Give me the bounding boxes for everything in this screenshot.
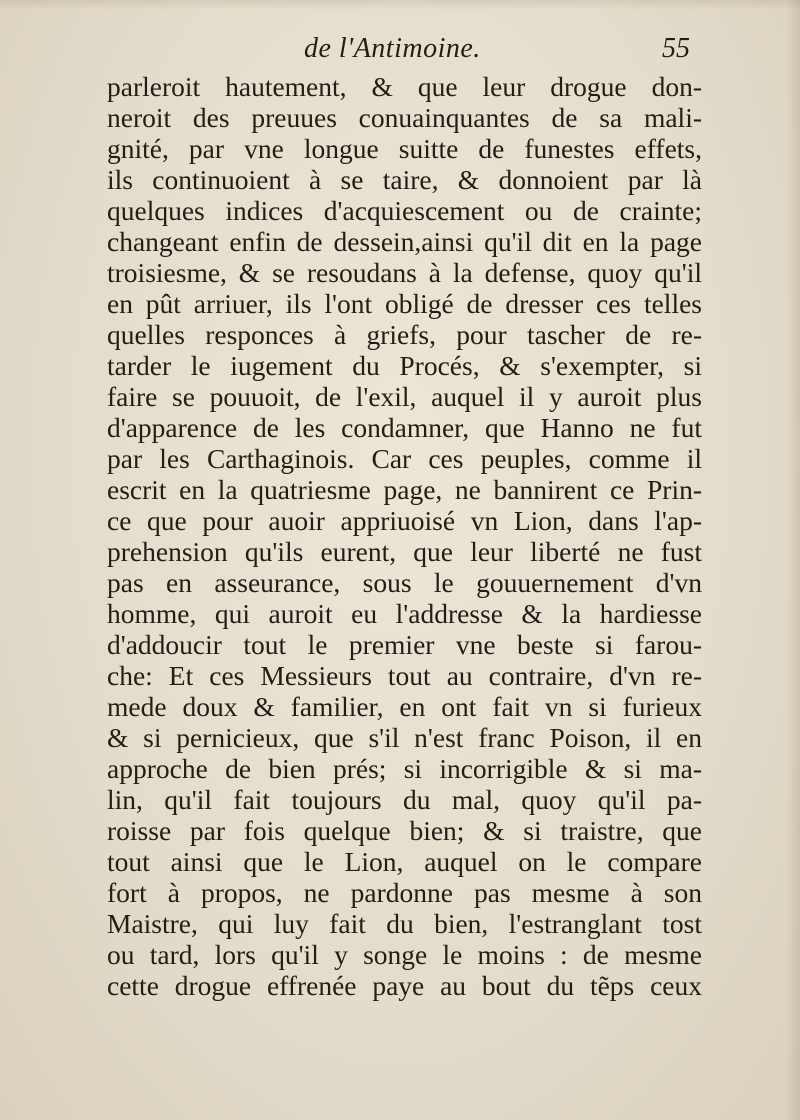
text-line: che: Et ces Messieurs tout au contraire, d'vn re- [107, 660, 702, 691]
text-line: homme, qui auroit eu l'addresse & la hardiesse [107, 598, 702, 629]
text-line: ou tard, lors qu'il y songe le moins : de mesme [107, 939, 702, 970]
text-line: neroit des preuues conuainquantes de sa mali- [107, 102, 702, 133]
page-top-shadow [0, 0, 800, 10]
running-title: de l'Antimoine. [304, 33, 481, 64]
text-line: d'addoucir tout le premier vne beste si farou- [107, 629, 702, 660]
text-line: faire se pouuoit, de l'exil, auquel il y auroit plus [107, 381, 702, 412]
text-line: gnité, par vne longue suitte de funestes effets, [107, 133, 702, 164]
text-line: approche de bien prés; si incorrigible & si ma- [107, 753, 702, 784]
text-line: changeant enfin de dessein,ainsi qu'il dit en la page [107, 226, 702, 257]
text-line: escrit en la quatriesme page, ne bannirent ce Prin- [107, 474, 702, 505]
text-line: fort à propos, ne pardonne pas mesme à son [107, 877, 702, 908]
text-line: prehension qu'ils eurent, que leur liberté ne fust [107, 536, 702, 567]
page-number: 55 [662, 33, 690, 64]
text-line: troisiesme, & se resoudans à la defense, quoy qu'il [107, 257, 702, 288]
text-line: d'apparence de les condamner, que Hanno ne fut [107, 412, 702, 443]
text-line: tout ainsi que le Lion, auquel on le compare [107, 846, 702, 877]
text-line: quelles responces à griefs, pour tascher de re- [107, 319, 702, 350]
text-line: tarder le iugement du Procés, & s'exempter, si [107, 350, 702, 381]
text-line: pas en asseurance, sous le gouuernement d'vn [107, 567, 702, 598]
text-line: ce que pour auoir appriuoisé vn Lion, dans l'ap- [107, 505, 702, 536]
body-text [107, 71, 702, 1001]
text-line: mede doux & familier, en ont fait vn si furieux [107, 691, 702, 722]
text-line: parleroit hautement, & que leur drogue don- [107, 71, 702, 102]
text-line: roisse par fois quelque bien; & si traistre, que [107, 815, 702, 846]
text-line: en pût arriuer, ils l'ont obligé de dresser ces telles [107, 288, 702, 319]
text-line: cette drogue effrenée paye au bout du tẽps ceux [107, 970, 702, 1001]
text-line: quelques indices d'acquiescement ou de crainte; [107, 195, 702, 226]
text-line: lin, qu'il fait toujours du mal, quoy qu'il pa- [107, 784, 702, 815]
text-line: ils continuoient à se taire, & donnoient par là [107, 164, 702, 195]
text-line: & si pernicieux, que s'il n'est franc Poison, il en [107, 722, 702, 753]
page-header [108, 33, 700, 73]
text-line: par les Carthaginois. Car ces peuples, comme il [107, 443, 702, 474]
text-line: Maistre, qui luy fait du bien, l'estranglant tost [107, 908, 702, 939]
page-edge-shadow [786, 0, 800, 1120]
